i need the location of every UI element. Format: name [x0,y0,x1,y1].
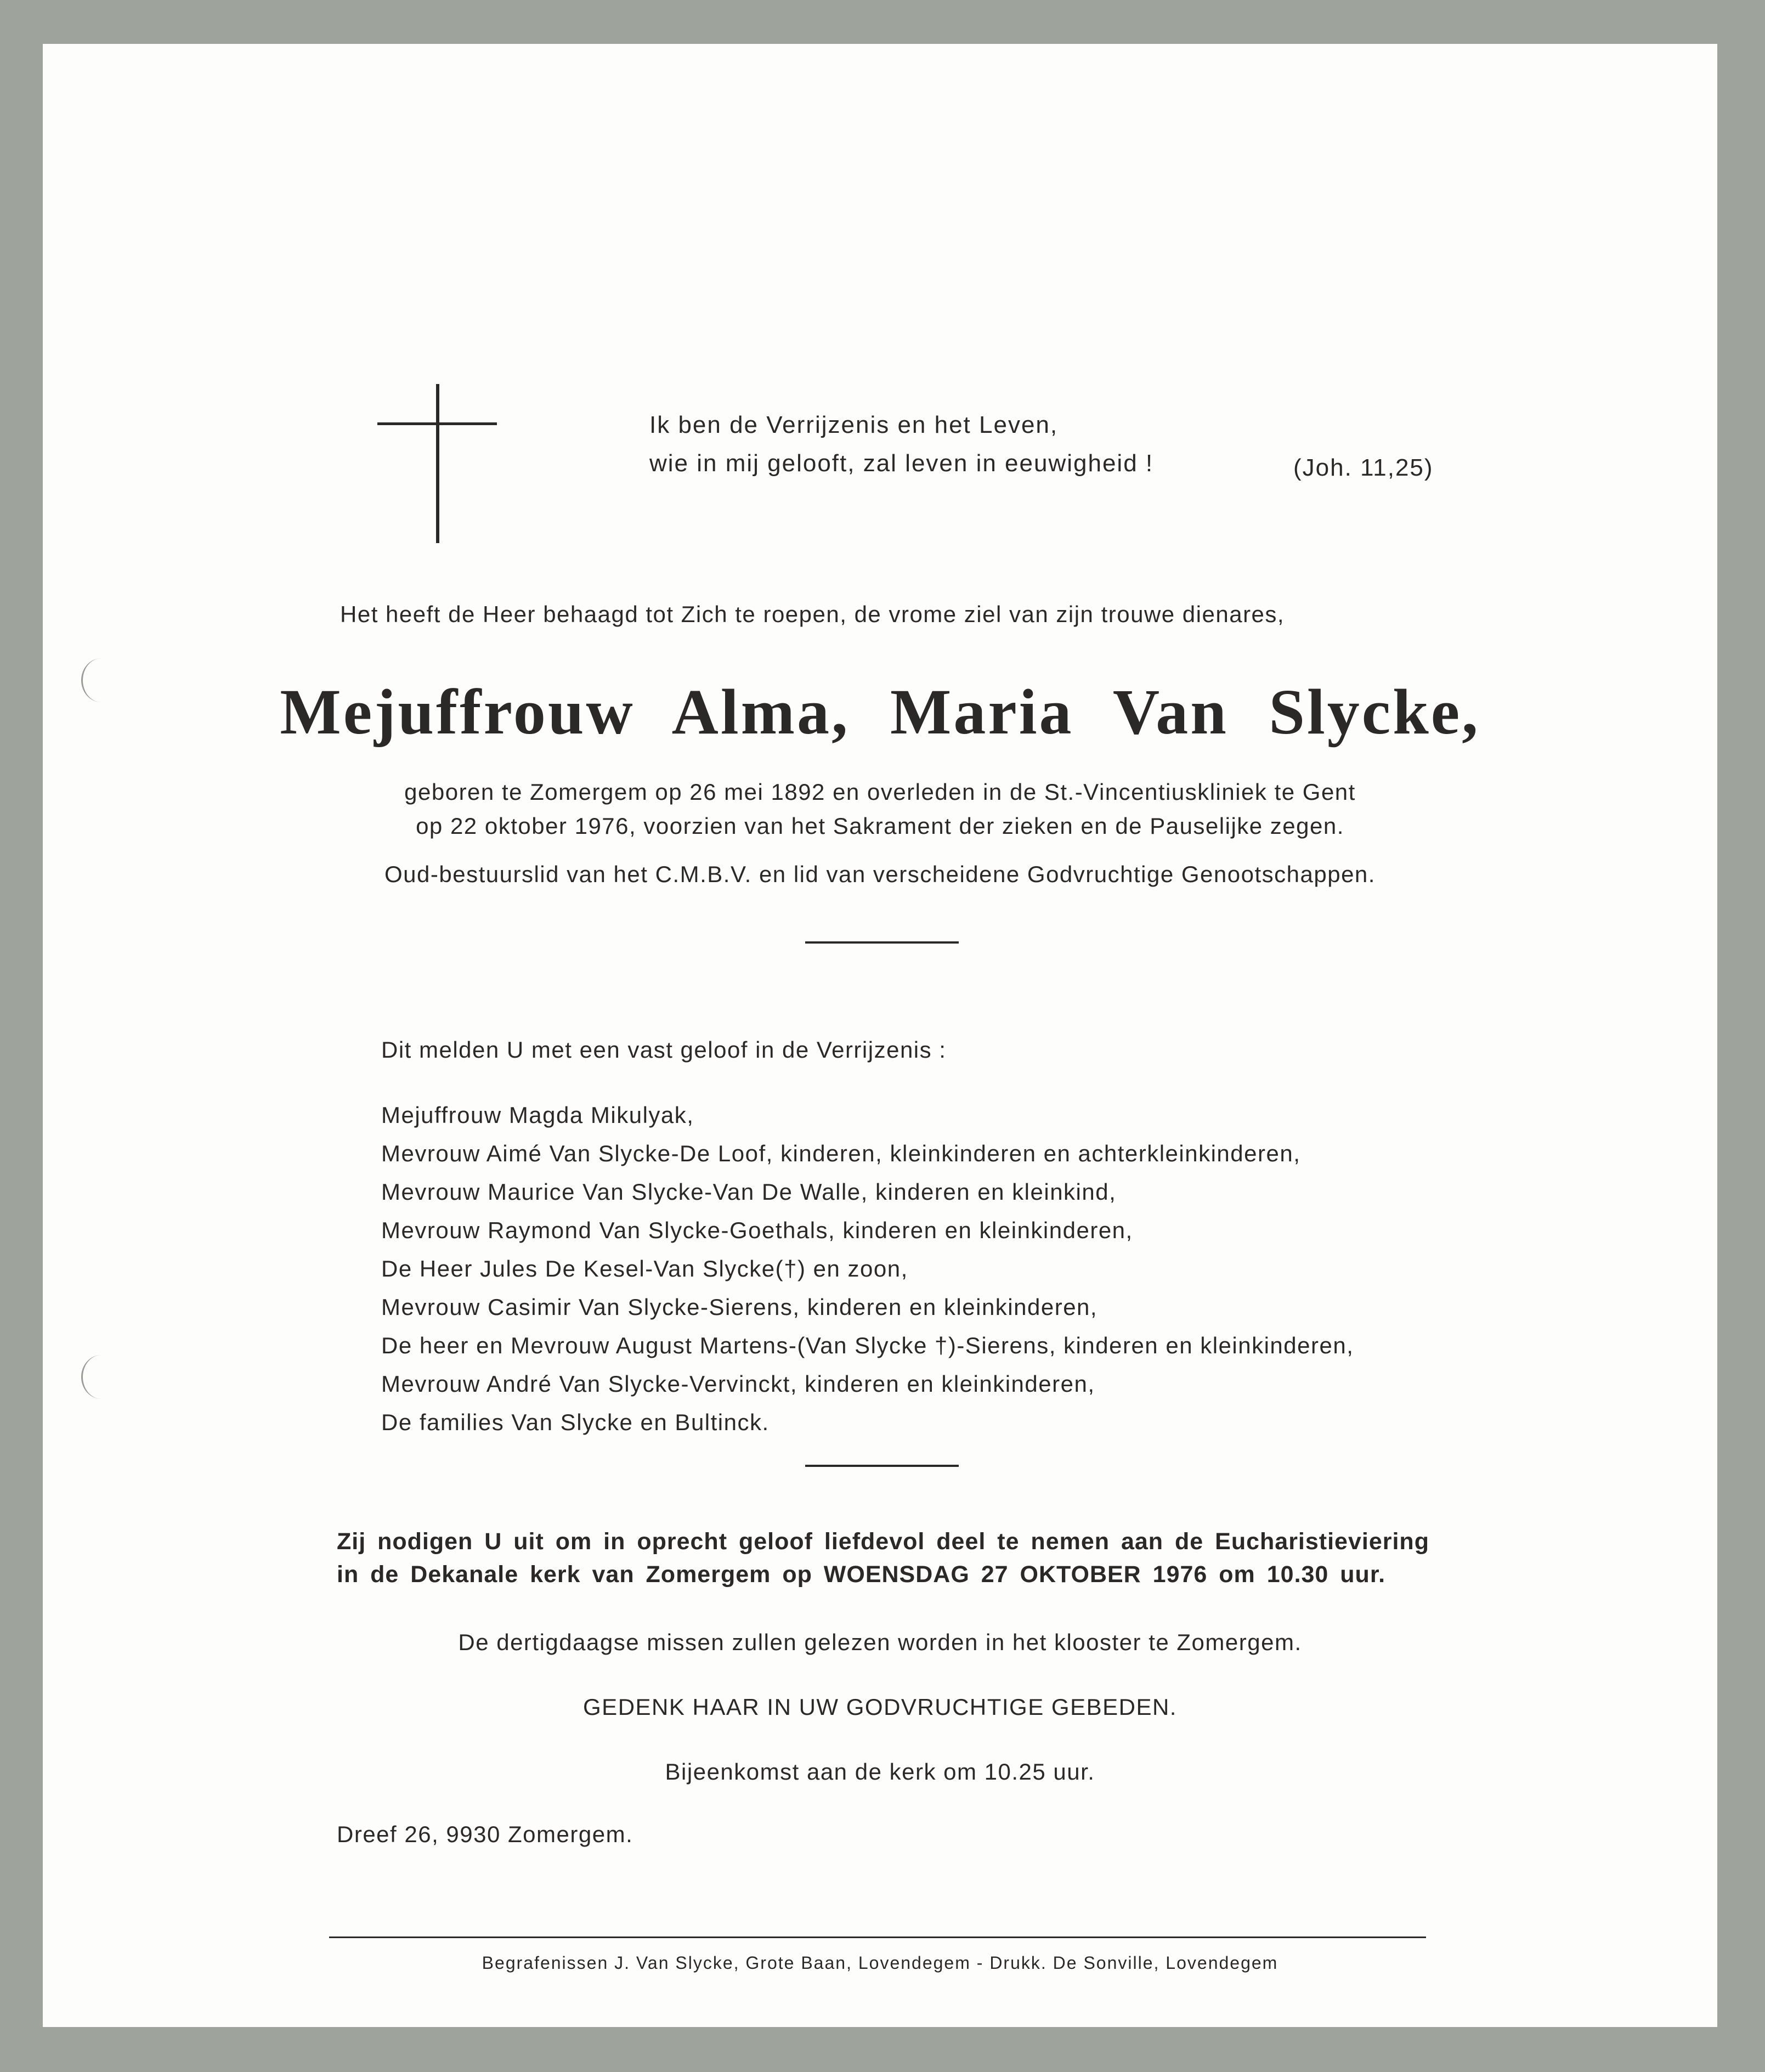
separator [805,1465,959,1467]
address: Dreef 26, 9930 Zomergem. [337,1821,633,1847]
separator [805,941,959,944]
list-item: Mevrouw Aimé Van Slycke-De Loof, kinderen, kleinkinderen en achterkleinkinderen, [381,1141,1301,1166]
gathering-line: Bijeenkomst aan de kerk om 10.25 uur. [665,1759,1095,1785]
punch-hole [81,1355,121,1399]
birth-line: geboren te Zomergem op 26 mei 1892 en overleden in de St.-Vincentiuskliniek te Gent [404,779,1356,805]
announcement-text: Dit melden U met een vast geloof in de Verrijzenis : [381,1037,947,1063]
intro-text: Het heeft de Heer behaagd tot Zich te roepen, de vrome ziel van zijn trouwe dienares, [340,601,1285,627]
list-item: Mevrouw Casimir Van Slycke-Sierens, kinderen en kleinkinderen, [381,1294,1098,1320]
invitation-line-2: in de Dekanale kerk van Zomergem op WOENSDAG 27 OKTOBER 1976 om 10.30 uur. [337,1561,1386,1588]
list-item: Mevrouw André Van Slycke-Vervinckt, kinderen en kleinkinderen, [381,1371,1095,1397]
footer-rule [329,1936,1426,1938]
list-item: Mevrouw Maurice Van Slycke-Van De Walle, kinderen en kleinkind, [381,1179,1117,1205]
obituary-card [43,44,1717,2027]
list-item: De Heer Jules De Kesel-Van Slycke(†) en zoon, [381,1256,908,1281]
mourner-list [381,1096,1354,1442]
verse-line-1: Ik ben de Verrijzenis en het Leven, [649,411,1059,438]
verse-reference: (Joh. 11,25) [1293,454,1434,481]
verse-line-2: wie in mij gelooft, zal leven in eeuwigheid ! [649,450,1154,477]
list-item: Mejuffrouw Magda Mikulyak, [381,1102,694,1128]
invitation-line-1: Zij nodigen U uit om in oprecht geloof liefdevol deel te nemen aan de Eucharistieviering [337,1528,1429,1555]
death-line: op 22 oktober 1976, voorzien van het Sakrament der zieken en de Pauselijke zegen. [416,813,1344,839]
list-item: Mevrouw Raymond Van Slycke-Goethals, kinderen en kleinkinderen, [381,1217,1133,1243]
membership-line: Oud-bestuurslid van het C.M.B.V. en lid van verscheidene Godvruchtige Genootschappen. [384,861,1376,887]
masses-line: De dertigdaagse missen zullen gelezen worden in het klooster te Zomergem. [458,1629,1302,1655]
deceased-name: Mejuffrouw Alma, Maria Van Slycke, [280,676,1480,748]
remember-line: GEDENK HAAR IN UW GODVRUCHTIGE GEBEDEN. [583,1694,1177,1720]
list-item: De families Van Slycke en Bultinck. [381,1409,770,1435]
printer-footer: Begrafenissen J. Van Slycke, Grote Baan, Lovendegem - Drukk. De Sonville, Lovendegem [482,1953,1279,1973]
list-item: De heer en Mevrouw August Martens-(Van Slycke †)-Sierens, kinderen en kleinkinderen, [381,1333,1354,1358]
